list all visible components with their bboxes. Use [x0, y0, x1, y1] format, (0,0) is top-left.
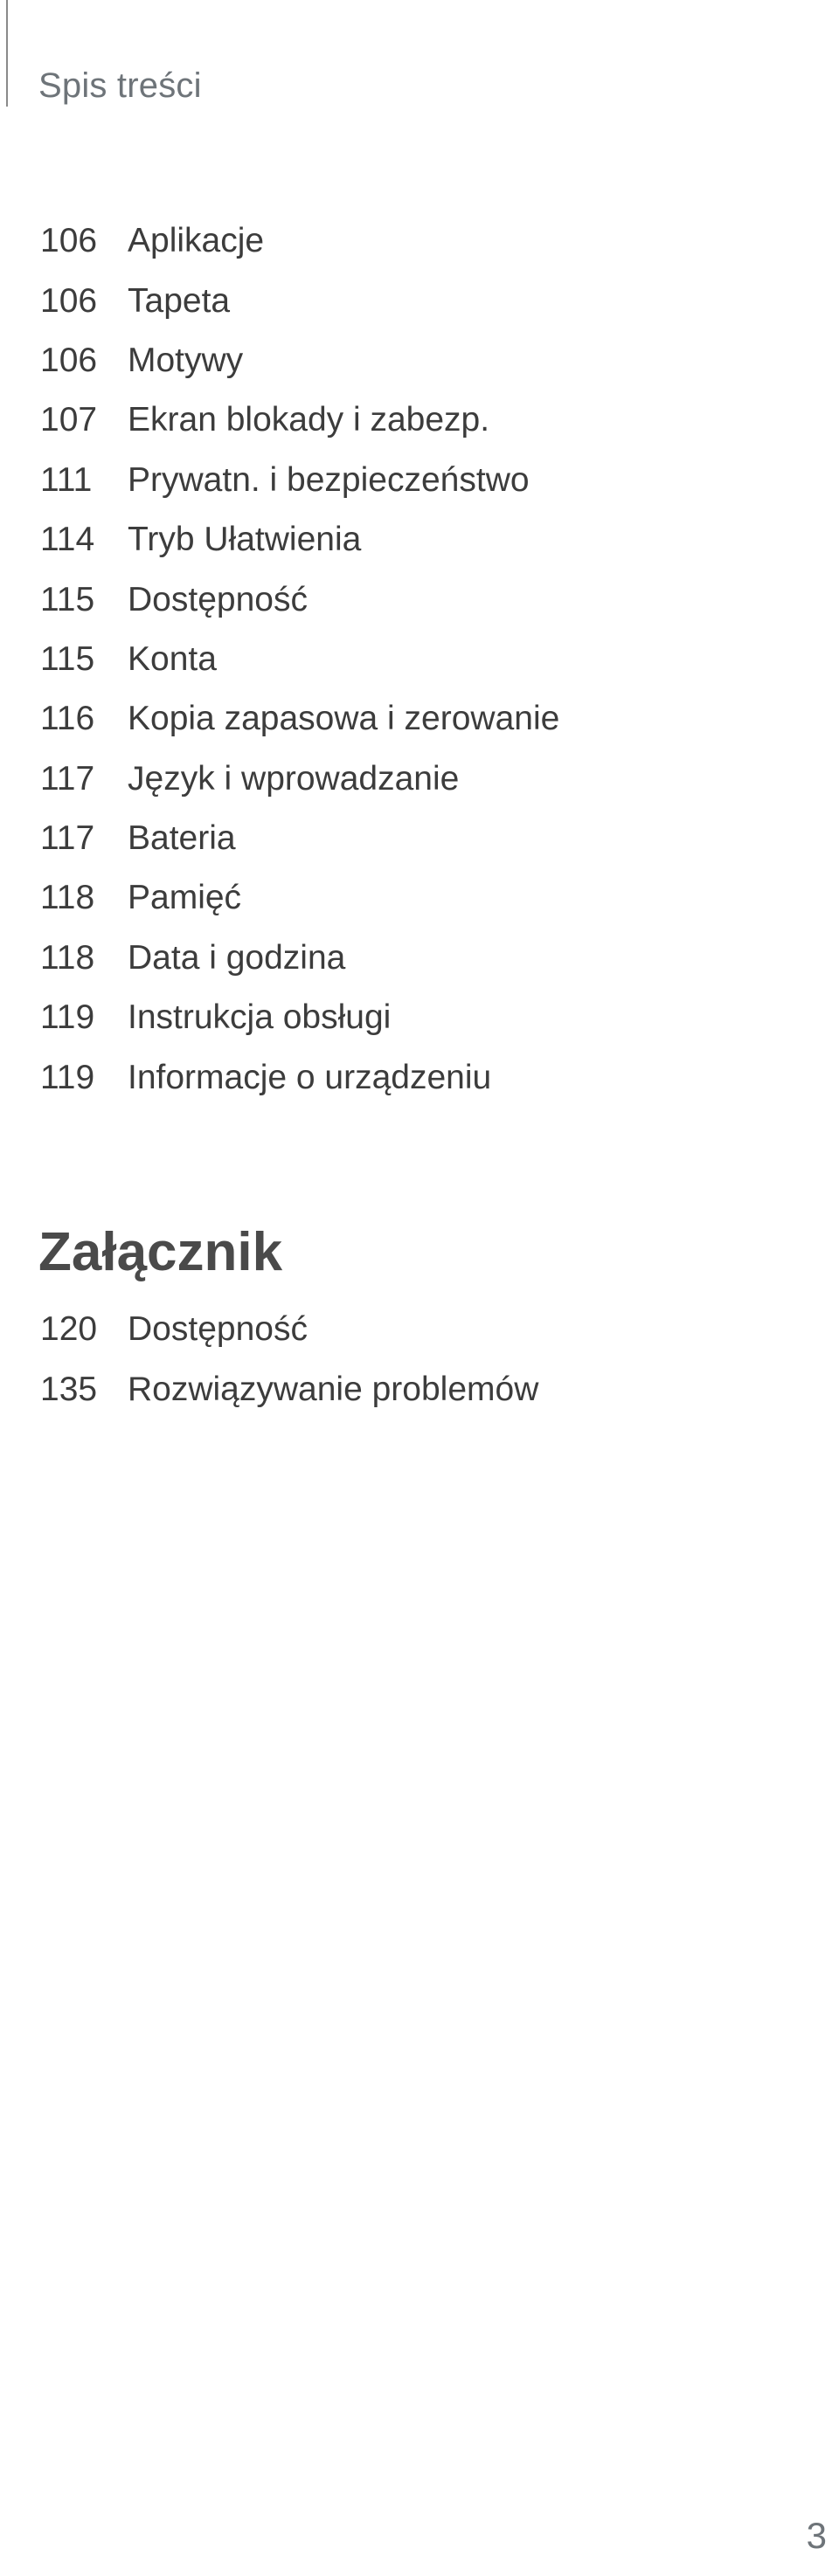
toc-entry[interactable]	[40, 331, 559, 390]
toc-entry[interactable]	[40, 510, 559, 570]
toc-entry[interactable]	[40, 1300, 538, 1359]
running-header: Spis treści	[38, 66, 202, 105]
toc-entry[interactable]	[40, 749, 559, 809]
toc-entry[interactable]	[40, 630, 559, 689]
toc-page-number: 119	[40, 998, 95, 1037]
toc-title: Ekran blokady i zabezp.	[128, 401, 490, 439]
toc-title: Bateria	[128, 819, 236, 858]
toc-entry[interactable]	[40, 211, 559, 271]
toc-page-number: 116	[40, 700, 95, 738]
toc-title: Język i wprowadzanie	[128, 759, 460, 798]
toc-entry[interactable]	[40, 390, 559, 450]
toc-page-number: 106	[40, 222, 98, 260]
toc-entry[interactable]	[40, 451, 559, 510]
toc-page-number: 115	[40, 580, 95, 618]
toc-entry[interactable]	[40, 988, 559, 1047]
toc-title: Data i godzina	[128, 938, 346, 977]
toc-page-number: 117	[40, 759, 95, 798]
toc-title: Tryb Ułatwienia	[128, 521, 362, 559]
toc-entry[interactable]	[40, 271, 559, 330]
toc-page-number: 135	[40, 1370, 98, 1408]
margin-rule	[6, 0, 8, 107]
toc-entry[interactable]	[40, 1047, 559, 1107]
toc-title: Prywatn. i bezpieczeństwo	[128, 460, 530, 499]
toc-entry[interactable]	[40, 809, 559, 868]
toc-page-number: 111	[40, 460, 93, 499]
toc-page-number: 107	[40, 401, 98, 439]
toc-page-number: 106	[40, 341, 98, 379]
toc-page-number: 119	[40, 1058, 95, 1096]
toc-title: Rozwiązywanie problemów	[128, 1370, 539, 1408]
toc-title: Pamięć	[128, 879, 242, 917]
toc-entry[interactable]	[40, 868, 559, 928]
toc-title: Informacje o urządzeniu	[128, 1058, 492, 1096]
toc-title: Tapeta	[128, 281, 231, 320]
toc-entry[interactable]	[40, 689, 559, 749]
toc-page-number: 115	[40, 639, 95, 678]
toc-entry[interactable]	[40, 570, 559, 629]
toc-entry[interactable]	[40, 929, 559, 988]
toc-page-number: 118	[40, 938, 95, 977]
page-number: 3	[806, 2515, 827, 2556]
appendix-list	[40, 1300, 538, 1419]
toc-title: Motywy	[128, 341, 244, 379]
toc-page-number: 117	[40, 819, 95, 858]
toc-title: Konta	[128, 639, 217, 678]
toc-page-number: 118	[40, 879, 95, 917]
toc-page-number: 120	[40, 1310, 98, 1349]
toc-title: Kopia zapasowa i zerowanie	[128, 700, 560, 738]
toc-title: Dostępność	[128, 580, 308, 618]
toc-page-number: 114	[40, 521, 95, 559]
toc-title: Instrukcja obsługi	[128, 998, 392, 1037]
toc-page-number: 106	[40, 281, 98, 320]
toc-list	[40, 211, 559, 1108]
appendix-heading: Załącznik	[38, 1222, 283, 1282]
toc-title: Dostępność	[128, 1310, 308, 1349]
toc-entry[interactable]	[40, 1359, 538, 1419]
toc-title: Aplikacje	[128, 222, 265, 260]
